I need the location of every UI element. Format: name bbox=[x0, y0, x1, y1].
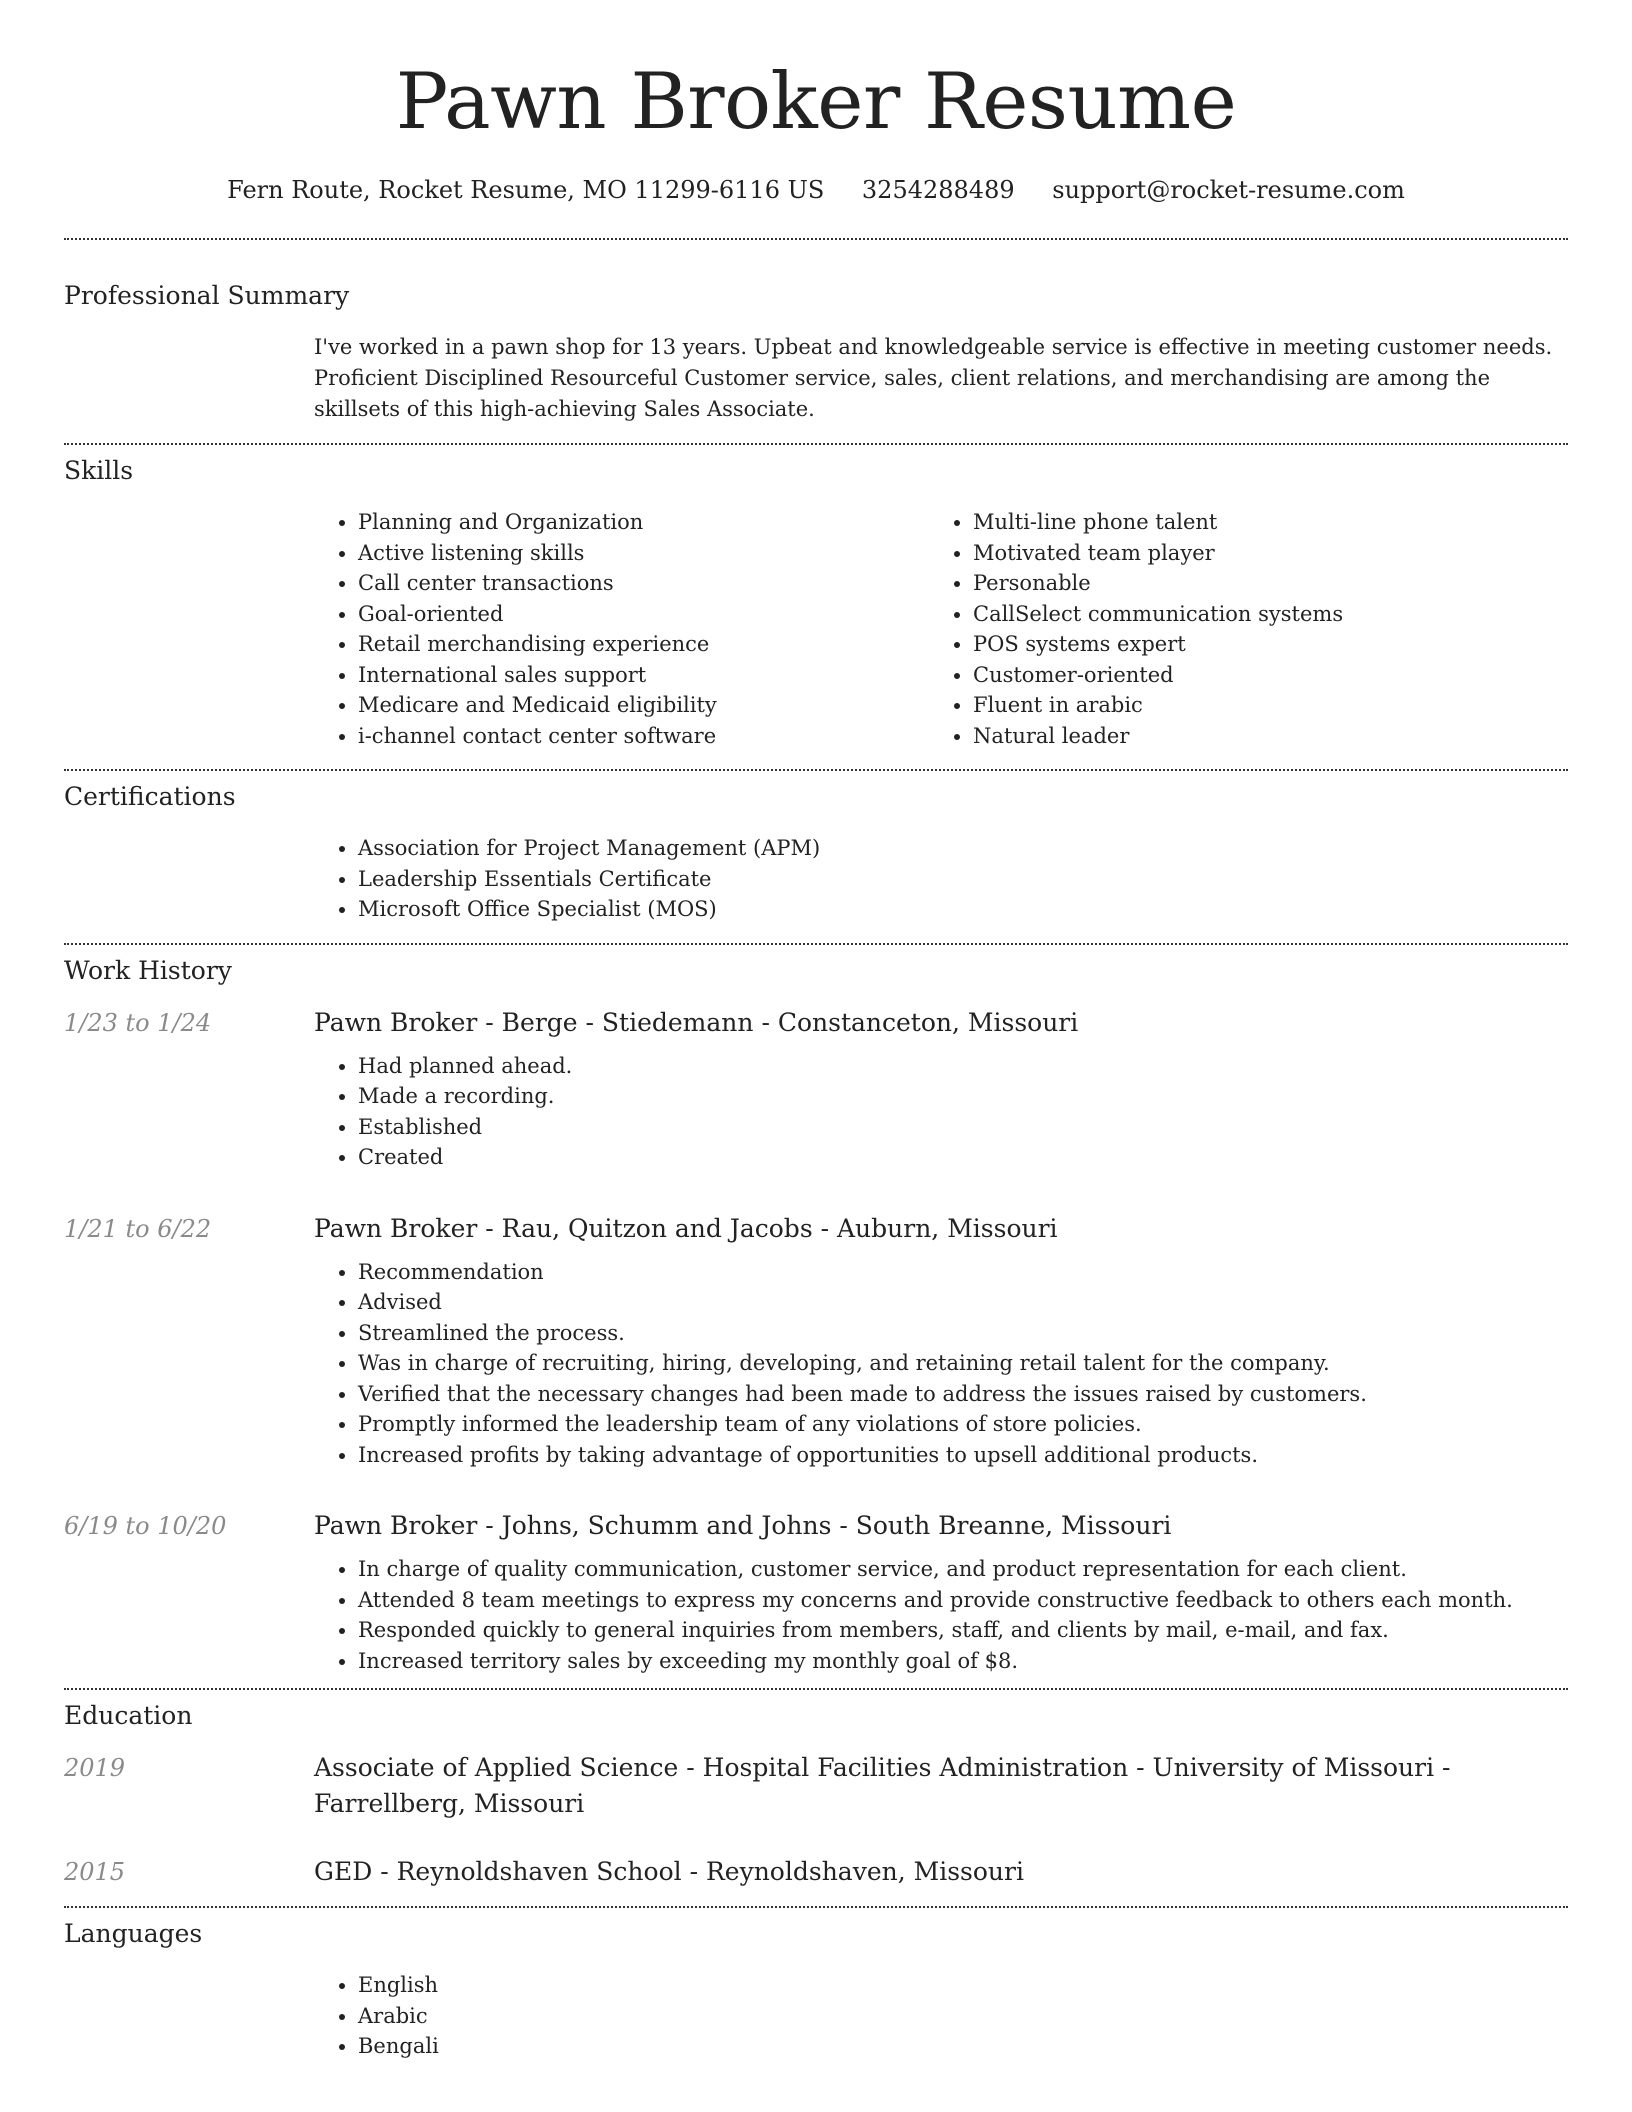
job-bullet: • Increased profits by taking advantage of opportunities to upsell additional products. bbox=[358, 1440, 1568, 1471]
job-company: - Berge - Stiedemann - Constanceton, Missouri bbox=[477, 1007, 1079, 1037]
job-bullet: • Established bbox=[358, 1112, 1568, 1143]
languages-heading: Languages bbox=[64, 1919, 203, 1948]
job-bullet: • Promptly informed the leadership team of any violations of store policies. bbox=[358, 1409, 1568, 1440]
job-entry bbox=[64, 1005, 1568, 1173]
language-item: • Arabic bbox=[358, 2001, 1568, 2032]
work-section bbox=[64, 945, 1568, 1677]
work-heading: Work History bbox=[64, 955, 232, 985]
education-school: - University of Missouri - Farrellberg, Missouri bbox=[314, 1753, 1451, 1818]
skill-item: • International sales support bbox=[358, 660, 929, 691]
job-date: 6/19 to 10/20 bbox=[64, 1512, 227, 1540]
job-bullet: • Recommendation bbox=[358, 1257, 1568, 1288]
certifications-section bbox=[64, 771, 1568, 925]
skill-item: • Motivated team player bbox=[973, 538, 1544, 569]
skill-item: • Planning and Organization bbox=[358, 507, 929, 538]
skill-item: • i-channel contact center software bbox=[358, 721, 929, 752]
certifications-heading: Certifications bbox=[64, 782, 236, 811]
job-bullets bbox=[314, 1051, 1568, 1173]
education-degree: Associate of Applied Science - Hospital Facilities Administration bbox=[314, 1753, 1129, 1782]
job-bullet: • Had planned ahead. bbox=[358, 1051, 1568, 1082]
job-bullet: • Advised bbox=[358, 1287, 1568, 1318]
contact-phone: 3254288489 bbox=[861, 176, 1015, 204]
skill-item: • Customer-oriented bbox=[973, 660, 1544, 691]
certification-item: • Microsoft Office Specialist (MOS) bbox=[358, 894, 1568, 925]
skill-item: • Personable bbox=[973, 568, 1544, 599]
contact-address: Fern Route, Rocket Resume, MO 11299-6116 US bbox=[227, 176, 825, 204]
education-entry bbox=[64, 1854, 1568, 1890]
skill-item: • Medicare and Medicaid eligibility bbox=[358, 690, 929, 721]
education-entry bbox=[64, 1750, 1568, 1822]
job-company: - Johns, Schumm and Johns - South Breanne, Missouri bbox=[477, 1511, 1172, 1540]
job-header bbox=[314, 1508, 1568, 1544]
education-header bbox=[314, 1750, 1568, 1822]
certification-item: • Leadership Essentials Certificate bbox=[358, 864, 1568, 895]
job-title: Pawn Broker bbox=[314, 1213, 478, 1243]
summary-text: I've worked in a pawn shop for 13 years. Upbeat and knowledgeable service is effective in meeting customer needs. Proficient Disciplined Resourceful Customer service, sales, client relations, and merchandising are among the skillsets of this high-achieving Sales Associate. bbox=[314, 335, 1553, 421]
job-bullet: • Verified that the necessary changes had been made to address the issues raised by customers. bbox=[358, 1379, 1568, 1410]
education-section bbox=[64, 1690, 1568, 1890]
job-bullet: • Was in charge of recruiting, hiring, developing, and retaining retail talent for the company. bbox=[358, 1348, 1568, 1379]
education-date: 2015 bbox=[64, 1858, 126, 1886]
job-bullets bbox=[314, 1554, 1568, 1676]
skill-item: • POS systems expert bbox=[973, 629, 1544, 660]
skill-item: • Multi-line phone talent bbox=[973, 507, 1544, 538]
contact-email: support@rocket-resume.com bbox=[1052, 176, 1405, 204]
education-header bbox=[314, 1854, 1568, 1890]
skill-item: • Retail merchandising experience bbox=[358, 629, 929, 660]
education-heading: Education bbox=[64, 1701, 193, 1730]
languages-list bbox=[314, 1970, 1568, 2062]
language-item: • English bbox=[358, 1970, 1568, 2001]
job-bullet: • In charge of quality communication, customer service, and product representation for each client. bbox=[358, 1554, 1568, 1585]
job-date: 1/23 to 1/24 bbox=[64, 1008, 212, 1037]
job-title: Pawn Broker bbox=[314, 1511, 478, 1540]
skill-item: • CallSelect communication systems bbox=[973, 599, 1544, 630]
skill-item: • Natural leader bbox=[973, 721, 1544, 752]
skill-item: • Call center transactions bbox=[358, 568, 929, 599]
summary-section bbox=[64, 240, 1568, 425]
languages-section bbox=[64, 1908, 1568, 2062]
language-item: • Bengali bbox=[358, 2031, 1568, 2062]
job-title: Pawn Broker bbox=[314, 1007, 478, 1037]
education-degree: GED bbox=[314, 1857, 373, 1886]
job-header bbox=[314, 1211, 1568, 1247]
job-bullet: • Increased territory sales by exceeding my monthly goal of $8. bbox=[358, 1646, 1568, 1677]
resume-title: Pawn Broker Resume bbox=[395, 57, 1237, 147]
skill-item: • Active listening skills bbox=[358, 538, 929, 569]
certifications-list bbox=[314, 833, 1568, 925]
contact-line bbox=[64, 174, 1568, 206]
education-date: 2019 bbox=[64, 1754, 126, 1782]
job-bullet: • Created bbox=[358, 1142, 1568, 1173]
job-bullet: • Responded quickly to general inquiries from members, staff, and clients by mail, e-mail, and fax. bbox=[358, 1615, 1568, 1646]
job-bullets bbox=[314, 1257, 1568, 1471]
skills-section bbox=[64, 445, 1568, 751]
skills-heading: Skills bbox=[64, 456, 134, 485]
job-date: 1/21 to 6/22 bbox=[64, 1214, 212, 1243]
skills-list-left bbox=[314, 507, 929, 751]
job-bullet: • Made a recording. bbox=[358, 1081, 1568, 1112]
job-entry bbox=[64, 1508, 1568, 1676]
education-school: - Reynoldshaven School - Reynoldshaven, Missouri bbox=[372, 1857, 1024, 1886]
skill-item: • Fluent in arabic bbox=[973, 690, 1544, 721]
job-bullet: • Attended 8 team meetings to express my concerns and provide constructive feedback to others each month. bbox=[358, 1585, 1568, 1616]
job-header bbox=[314, 1005, 1568, 1041]
summary-heading: Professional Summary bbox=[64, 281, 350, 310]
job-entry bbox=[64, 1211, 1568, 1471]
skills-list-right bbox=[929, 507, 1544, 751]
job-bullet: • Streamlined the process. bbox=[358, 1318, 1568, 1349]
job-company: - Rau, Quitzon and Jacobs - Auburn, Missouri bbox=[477, 1213, 1058, 1243]
skill-item: • Goal-oriented bbox=[358, 599, 929, 630]
certification-item: • Association for Project Management (APM) bbox=[358, 833, 1568, 864]
